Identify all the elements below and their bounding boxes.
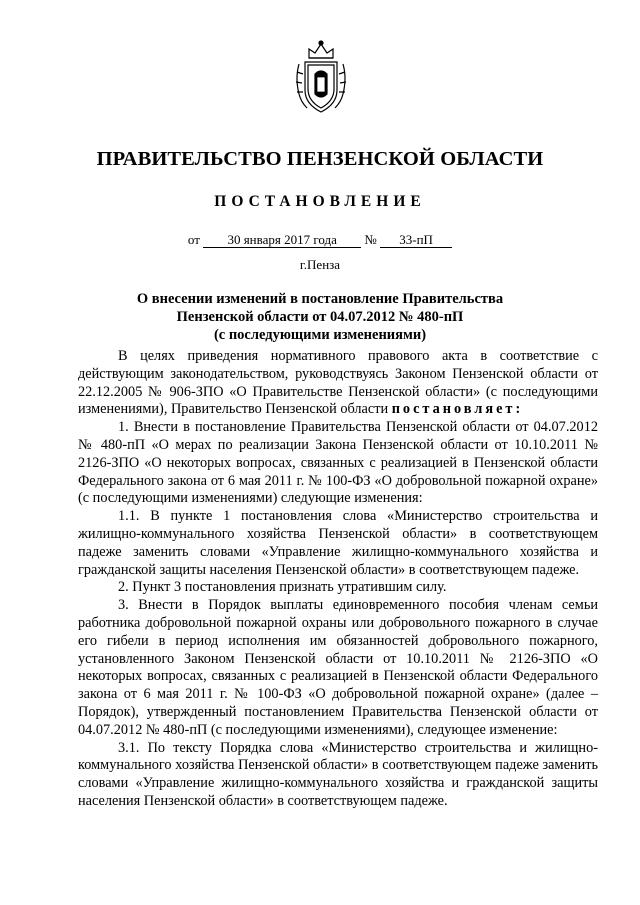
resolves-word: постановляет:	[391, 401, 524, 418]
coat-of-arms-icon	[293, 38, 349, 118]
document-type: ПОСТАНОВЛЕНИЕ	[214, 193, 426, 210]
government-title: ПРАВИТЕЛЬСТВО ПЕНЗЕНСКОЙ ОБЛАСТИ	[96, 148, 544, 170]
paragraph-3-1: 3.1. По тексту Порядка слова «Министерство строительства и жилищно-коммунального хозяйства Пензенской области» в соответствующем падеже заменить словами «Управление жилищно-коммунального хозяйства и гражданской защиты населения Пензенской области» в соответствующем падеже.	[78, 739, 598, 809]
document-date: 30 января 2017 года	[203, 233, 361, 248]
date-number-line	[0, 232, 640, 248]
preamble-paragraph	[78, 348, 598, 419]
subject-line: О внесении изменений в постановление Правительства	[136, 291, 504, 307]
paragraph-2: 2. Пункт 3 постановления признать утратившим силу.	[118, 579, 447, 596]
number-prefix: №	[364, 232, 377, 247]
document-body	[78, 348, 598, 811]
paragraph-3: 3. Внести в Порядок выплаты единовременного пособия членам семьи работника добровольной пожарной охраны или добровольного пожарного в случае его гибели в период исполнения им обязанностей добровольного пожарного, установленного Законом Пензенской области от 10.10.2011 № 2126-ЗПО «О некоторых вопросах, связанных с реализацией в Пензенской области Федерального закона от 6 мая 2011 г. № 100-ФЗ «О добровольной пожарной охране» (далее – Порядок), утвержденный постановлением Правительства Пензенской области от 04.07.2012 № 480-пП (с последующими изменениями), следующее изменение:	[78, 597, 598, 738]
document-number: 33-пП	[380, 233, 452, 248]
city: г.Пенза	[299, 257, 341, 272]
preamble-text: В целях приведения нормативного правового акта в соответствие с действующим законодательством, руководствуясь Законом Пензенской области от 22.12.2005 № 906-ЗПО «О Правительстве Пензенской области» (с последующими изменениями), Правительство Пензенской области	[78, 348, 598, 418]
paragraph-1: 1. Внести в постановление Правительства Пензенской области от 04.07.2012 № 480-пП «О мерах по реализации Закона Пензенской области от 10.10.2011 № 2126-ЗПО «О некоторых вопросах, связанных с реализацией в Пензенской области Федерального закона от 6 мая 2011 г. № 100-ФЗ «О добровольной пожарной охране» (с последующими изменениями) следующие изменения:	[78, 419, 598, 507]
subject-line: (с последующими изменениями)	[213, 327, 427, 343]
date-prefix: от	[187, 232, 200, 247]
document-subject	[100, 290, 540, 344]
subject-line: Пензенской области от 04.07.2012 № 480-пП	[176, 309, 464, 325]
paragraph-1-1: 1.1. В пункте 1 постановления слова «Министерство строительства и жилищно-коммунального хозяйства Пензенской области» в соответствующем падеже заменить словами «Управление жилищно-коммунального хозяйства и гражданской защиты населения Пензенской области» в соответствующем падеже.	[78, 508, 598, 578]
